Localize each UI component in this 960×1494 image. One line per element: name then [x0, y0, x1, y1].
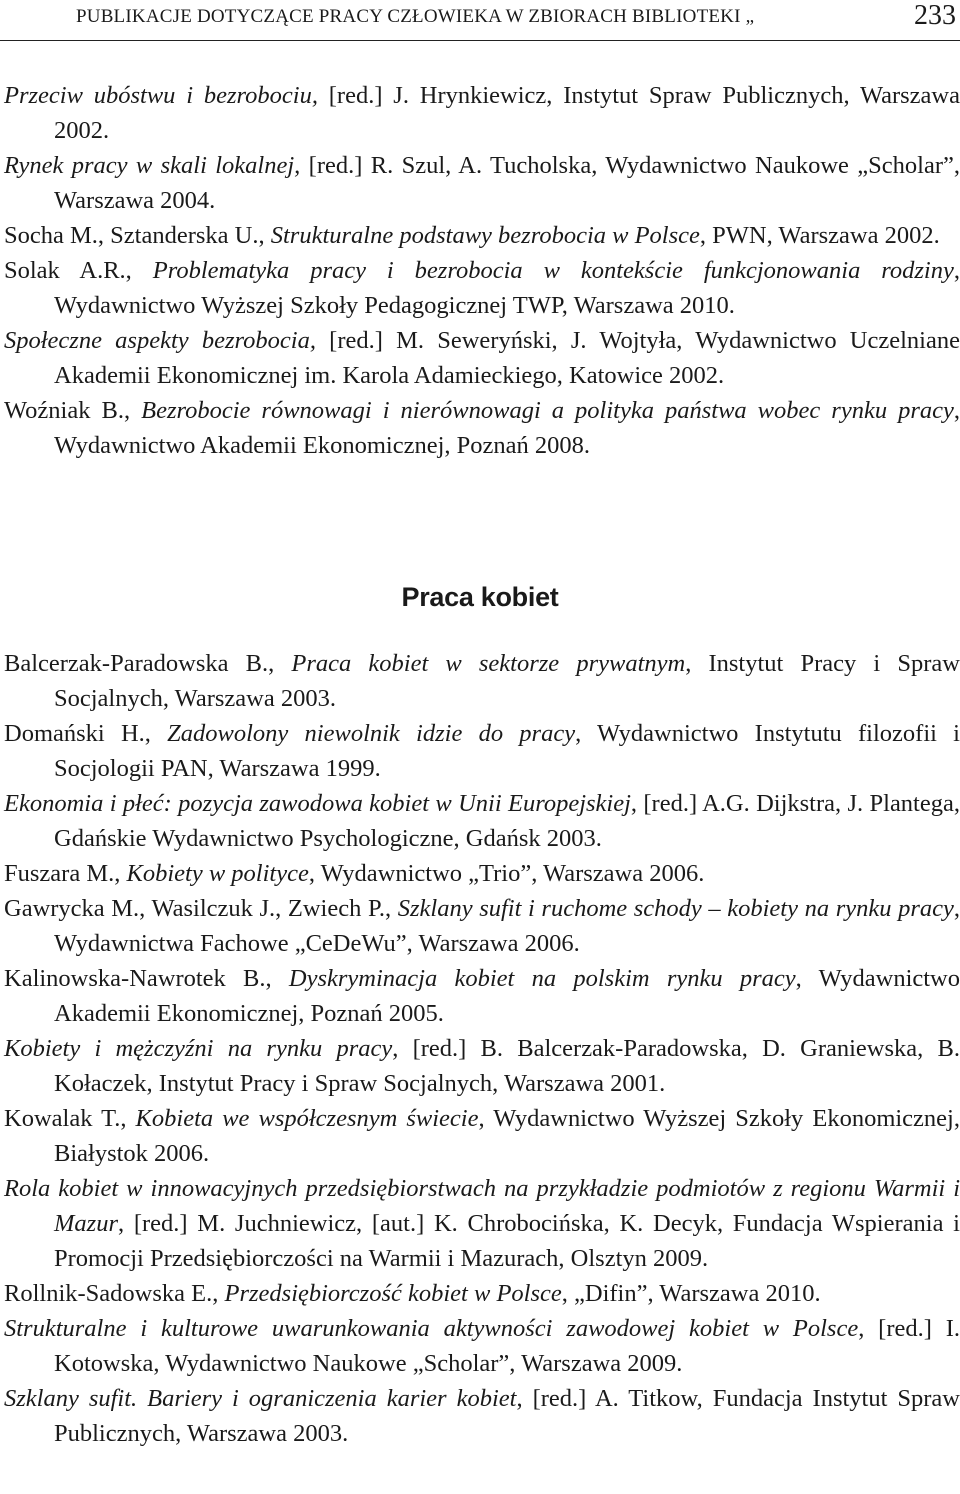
- bibliography-entry: Strukturalne i kulturowe uwarunkowania aktywności zawodowej kobiet w Polsce, [red.] I. Kotowska, Wydawnictwo Naukowe „Scholar”, Warszawa 2009.: [4, 1315, 960, 1377]
- bibliography-entry: Kalinowska-Nawrotek B., Dyskryminacja kobiet na polskim rynku pracy, Wydawnictwo Akademii Ekonomicznej, Poznań 2005.: [4, 965, 960, 1027]
- page-number: 233: [914, 0, 956, 31]
- bibliography-entry: Domański H., Zadowolony niewolnik idzie do pracy, Wydawnictwo Instytutu filozofii i Socjologii PAN, Warszawa 1999.: [4, 720, 960, 782]
- bibliography-list-unemployment: [0, 78, 960, 463]
- running-header: [0, 0, 960, 41]
- bibliography-entry: Szklany sufit. Bariery i ograniczenia karier kobiet, [red.] A. Titkow, Fundacja Instytut Spraw Publicznych, Warszawa 2003.: [4, 1385, 960, 1447]
- bibliography-entry: Kobiety i mężczyźni na rynku pracy, [red.] B. Balcerzak-Paradowska, D. Graniewska, B. Kołaczek, Instytut Pracy i Spraw Socjalnych, Warszawa 2001.: [4, 1035, 960, 1097]
- bibliography-entry: Balcerzak-Paradowska B., Praca kobiet w sektorze prywatnym, Instytut Pracy i Spraw Socjalnych, Warszawa 2003.: [4, 650, 960, 712]
- bibliography-entry: Rola kobiet w innowacyjnych przedsiębiorstwach na przykładzie podmiotów z regionu Warmii i Mazur, [red.] M. Juchniewicz, [aut.] K. Chrobocińska, K. Decyk, Fundacja Wspierania i Promocji Przedsiębiorczości na Warmii i Mazurach, Olsztyn 2009.: [4, 1175, 960, 1272]
- bibliography-entry: Solak A.R., Problematyka pracy i bezrobocia w kontekście funkcjonowania rodziny, Wydawnictwo Wyższej Szkoły Pedagogicznej TWP, Warszawa 2010.: [4, 257, 960, 319]
- bibliography-entry: Społeczne aspekty bezrobocia, [red.] M. Seweryński, J. Wojtyła, Wydawnictwo Uczelniane Akademii Ekonomicznej im. Karola Adamieckiego, Katowice 2002.: [4, 327, 960, 389]
- bibliography-list-women-work: [0, 646, 960, 1451]
- bibliography-entry: Gawrycka M., Wasilczuk J., Zwiech P., Szklany sufit i ruchome schody – kobiety na rynku pracy, Wydawnictwa Fachowe „CeDeWu”, Warszawa 2006.: [4, 895, 960, 957]
- bibliography-entry: Socha M., Sztanderska U., Strukturalne podstawy bezrobocia w Polsce, PWN, Warszawa 2002.: [4, 222, 940, 249]
- bibliography-entry: Rollnik-Sadowska E., Przedsiębiorczość kobiet w Polsce, „Difin”, Warszawa 2010.: [4, 1280, 821, 1307]
- running-title: PUBLIKACJE DOTYCZĄCE PRACY CZŁOWIEKA W ZBIORACH BIBLIOTEKI „: [76, 6, 755, 27]
- bibliography-entry: Woźniak B., Bezrobocie równowagi i nierównowagi a polityka państwa wobec rynku pracy, Wydawnictwo Akademii Ekonomicznej, Poznań 2008.: [4, 397, 960, 459]
- bibliography-entry: Rynek pracy w skali lokalnej, [red.] R. Szul, A. Tucholska, Wydawnictwo Naukowe „Scholar”, Warszawa 2004.: [4, 152, 960, 214]
- section-heading: Praca kobiet: [401, 582, 559, 612]
- bibliography-entry: Przeciw ubóstwu i bezrobociu, [red.] J. Hrynkiewicz, Instytut Spraw Publicznych, Warszawa 2002.: [4, 82, 960, 144]
- bibliography-entry: Fuszara M., Kobiety w polityce, Wydawnictwo „Trio”, Warszawa 2006.: [4, 860, 705, 887]
- bibliography-entry: Ekonomia i płeć: pozycja zawodowa kobiet w Unii Europejskiej, [red.] A.G. Dijkstra, J. Plantega, Gdańskie Wydawnictwo Psychologiczne, Gdańsk 2003.: [4, 790, 960, 852]
- bibliography-entry: Kowalak T., Kobieta we współczesnym świecie, Wydawnictwo Wyższej Szkoły Ekonomicznej, Białystok 2006.: [4, 1105, 960, 1167]
